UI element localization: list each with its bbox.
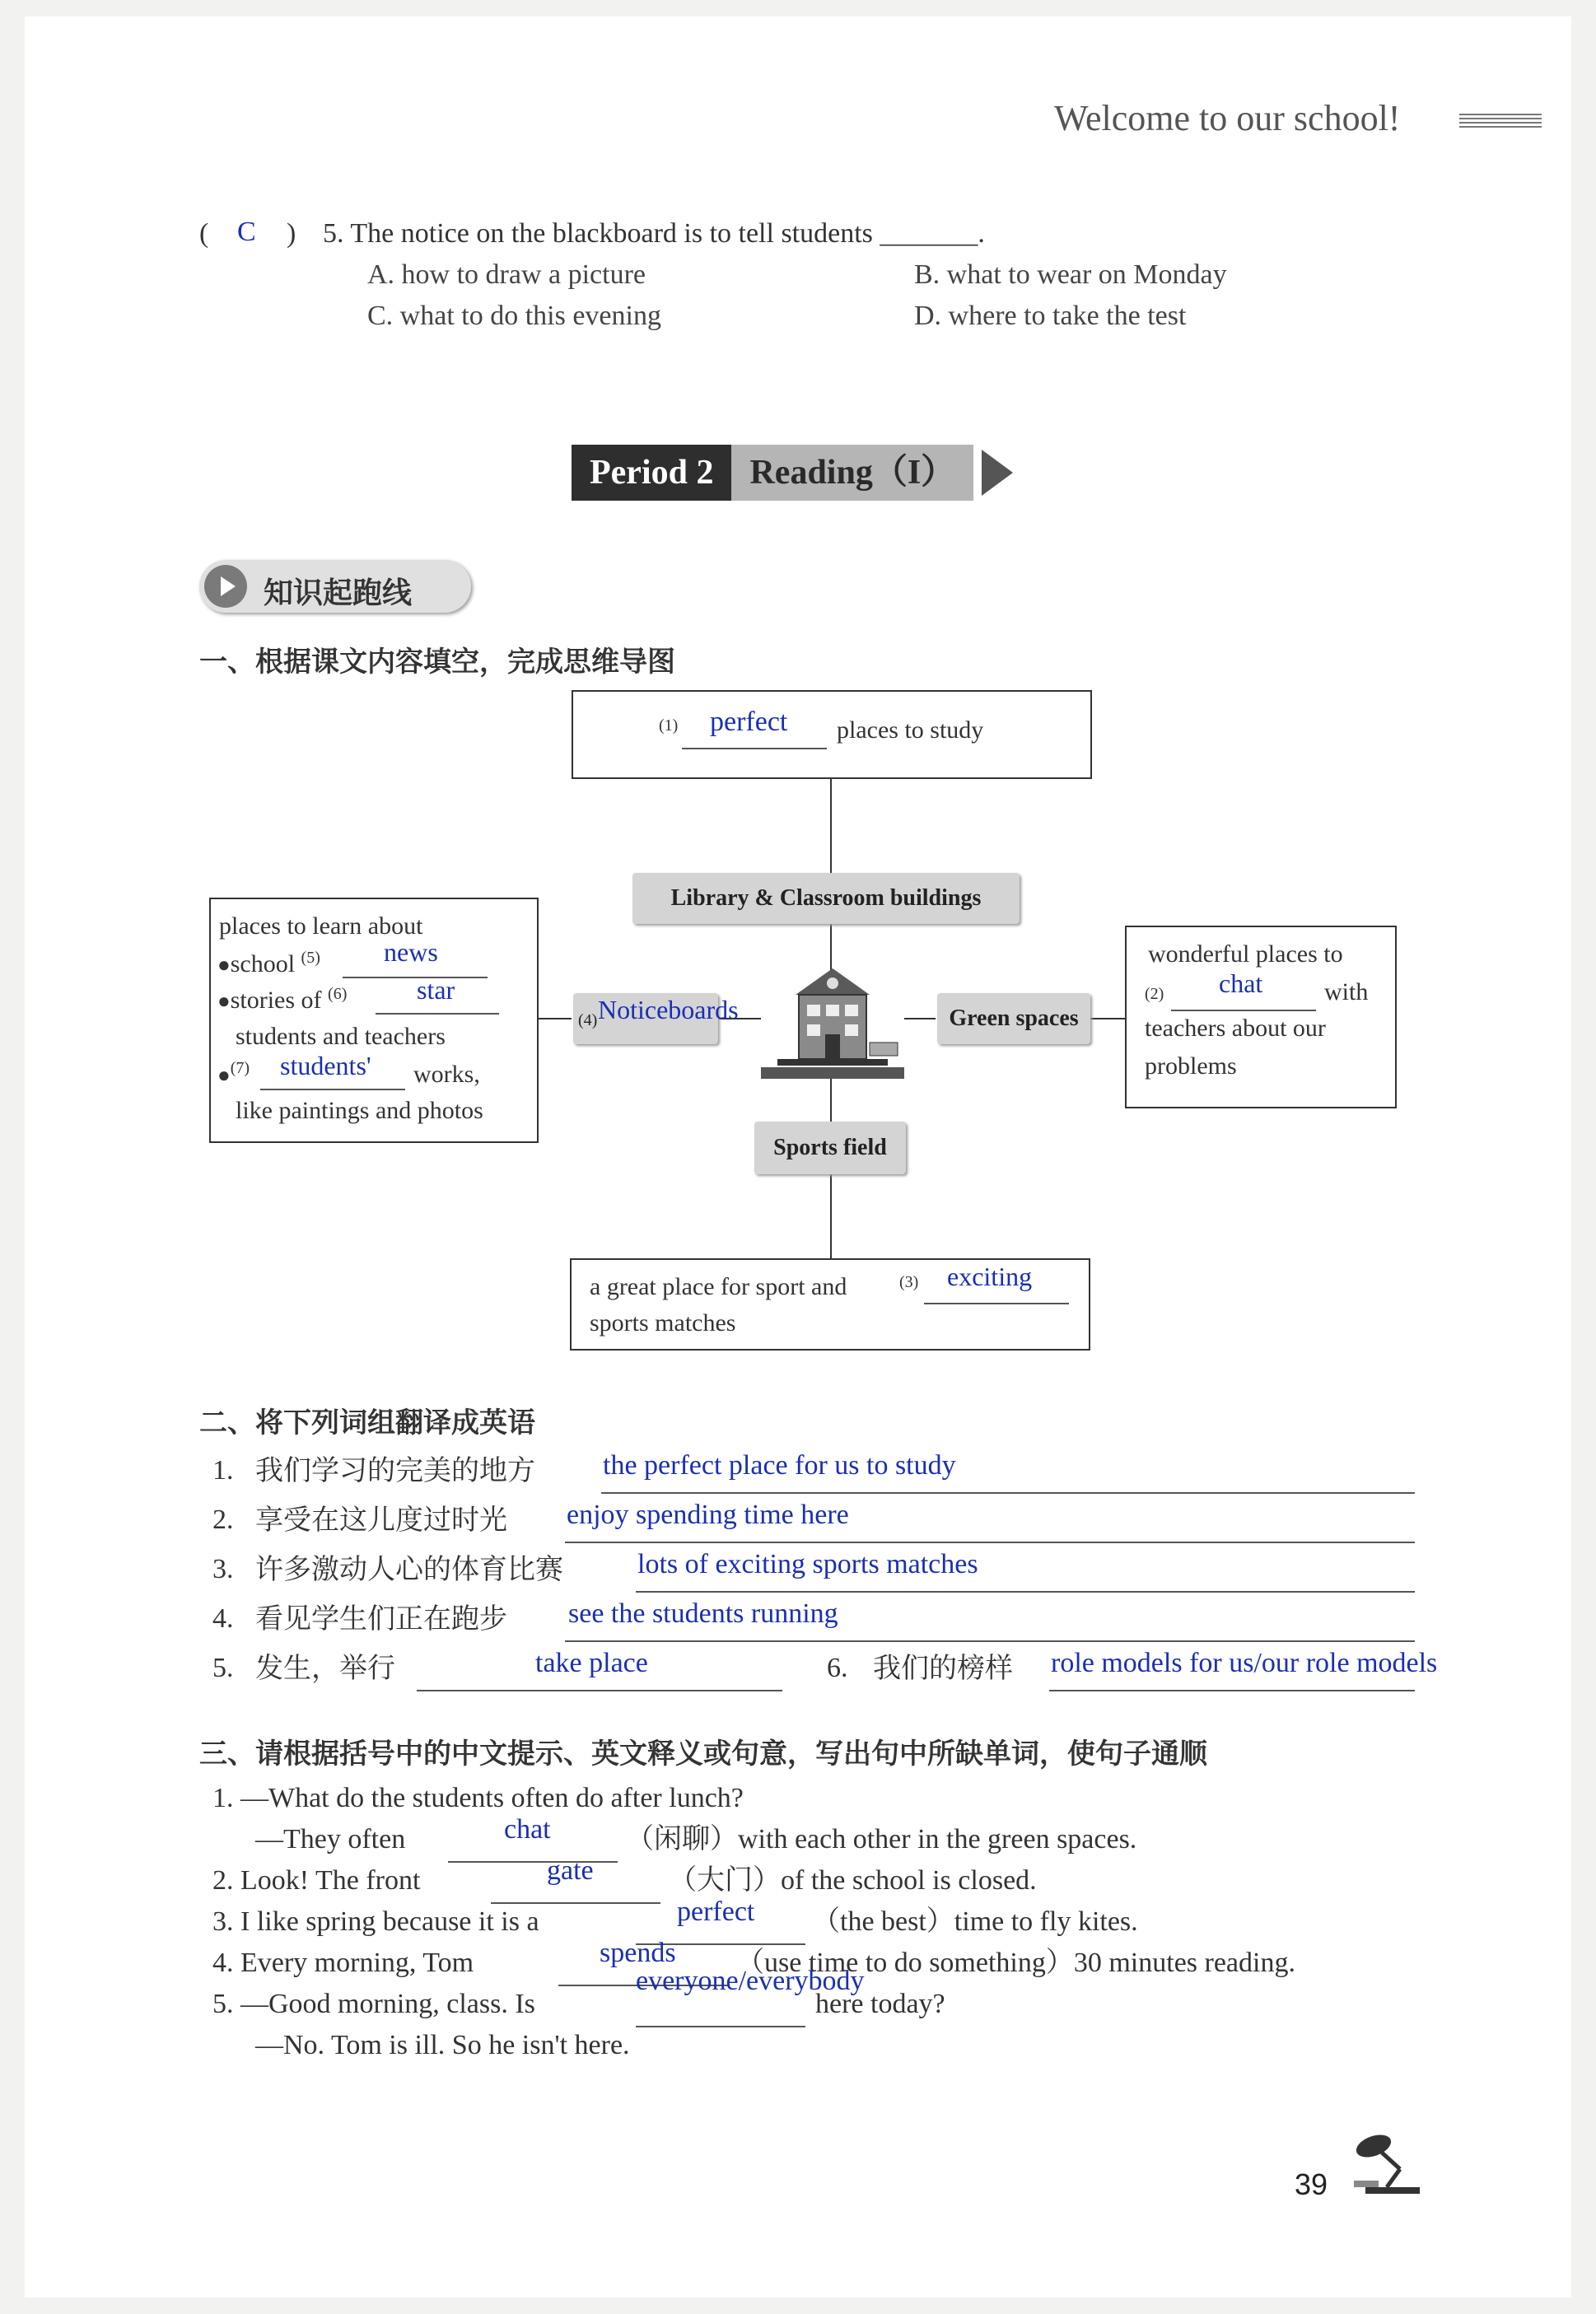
right-blank (1171, 1010, 1316, 1011)
p2-num-5: 5. (212, 1653, 234, 1683)
p2-blank-4 (565, 1640, 1415, 1642)
p2-ans-5: take place (535, 1648, 648, 1678)
p2-cn-1: 我们学习的完美的地方 (255, 1454, 535, 1487)
left-line1: places to learn about (219, 912, 423, 940)
p3-q1b-answer: chat (504, 1814, 551, 1845)
p3-q2-answer: gate (547, 1855, 594, 1886)
p2-ans-1: the perfect place for us to study (603, 1450, 956, 1481)
reading-label: Reading（I） (731, 445, 973, 501)
section-tag (199, 560, 471, 613)
left-blank-5 (343, 977, 488, 978)
p3-q5-answer: everyone/everybody (636, 1966, 865, 1996)
p2-num-2: 2. (212, 1505, 234, 1535)
top-answer: perfect (710, 707, 788, 737)
top-text: places to study (837, 716, 984, 744)
p2-blank-5 (417, 1690, 782, 1691)
bottom-answer: exciting (947, 1262, 1033, 1291)
left-stories-row (217, 985, 347, 1015)
p3-q4-post: （use time to do something）30 minutes reading. (736, 1948, 1295, 1978)
p2-blank-6 (1049, 1690, 1415, 1691)
left-school-row (217, 949, 320, 978)
bullet-icon (217, 987, 231, 1014)
bottom-blank (924, 1303, 1069, 1304)
noticeboards-label (573, 993, 739, 1044)
right-line3: teachers about our (1145, 1015, 1326, 1042)
left-n6: (6) (328, 985, 348, 1003)
notice-answer: Noticeboards (598, 995, 739, 1024)
p2-cn-5: 发生，举行 (255, 1652, 395, 1685)
q5-option-c: C. what to do this evening (367, 301, 661, 331)
p2-ans-3: lots of exciting sports matches (637, 1549, 978, 1579)
p3-q4-pre: 4. Every morning, Tom (212, 1948, 474, 1978)
mindmap-right-box (1125, 926, 1397, 1108)
p2-num-3: 3. (212, 1554, 234, 1584)
page-number: 39 (1295, 2167, 1328, 2201)
p2-num-1: 1. (212, 1455, 234, 1486)
period-label: Period 2 (572, 445, 731, 501)
bottom-num: (3) (899, 1273, 919, 1291)
p3-q1b-post: （闲聊）with each other in the green spaces. (626, 1824, 1137, 1854)
right-with: with (1324, 978, 1369, 1005)
p2-ans-2: enjoy spending time here (567, 1500, 849, 1530)
p3-q5-pre: 5. —Good morning, class. Is (212, 1989, 535, 2019)
left-blank-7 (260, 1089, 405, 1090)
left-n7: (7) (230, 1059, 250, 1077)
q5-answer: C (237, 217, 256, 247)
p3-q2-pre: 2. Look! The front (212, 1865, 421, 1896)
left-answer-7: students' (280, 1051, 371, 1080)
p2-num-6: 6. (827, 1653, 848, 1683)
p3-q3-answer: perfect (677, 1896, 755, 1927)
mindmap-top-box (572, 690, 1092, 779)
p2-cn-2: 享受在这儿度过时光 (255, 1504, 507, 1537)
mindmap-bottom-box (570, 1258, 1090, 1351)
part1-title: 一、根据课文内容填空，完成思维导图 (199, 646, 675, 679)
p2-cn-3: 许多激动人心的体育比赛 (255, 1553, 563, 1586)
connector-right (904, 1018, 936, 1019)
right-num: (2) (1145, 985, 1164, 1003)
p3-q3-post: （the best）time to fly kites. (812, 1906, 1138, 1937)
mindmap-left-box (209, 898, 539, 1143)
section-tag-label: 知识起跑线 (264, 576, 413, 610)
bullet-icon (217, 950, 231, 977)
p2-blank-3 (636, 1591, 1415, 1593)
p2-cn-6: 我们的榜样 (873, 1652, 1013, 1685)
connector-bottom (830, 1079, 832, 1273)
header-title: Welcome to our school! (1054, 98, 1401, 138)
p2-cn-4: 看见学生们正在跑步 (255, 1603, 507, 1635)
banner-arrow-icon (982, 450, 1013, 496)
q5-paren-open: ( (199, 218, 209, 249)
left-n7-row (217, 1059, 250, 1089)
p3-q3-pre: 3. I like spring because it is a (212, 1906, 539, 1937)
notice-num: (4) (578, 1011, 598, 1029)
left-school: school (230, 950, 296, 977)
left-works: works, (413, 1061, 480, 1088)
p3-q2-post: （大门）of the school is closed. (669, 1865, 1037, 1896)
q5-option-d: D. where to take the test (914, 301, 1187, 331)
page (25, 16, 1571, 2298)
school-building-icon (761, 963, 904, 1087)
green-spaces-label: Green spaces (937, 993, 1090, 1044)
p3-q1b-pre: —They often (255, 1824, 406, 1854)
bottom-pre: a great place for sport and (590, 1273, 847, 1300)
part3-title: 三、请根据括号中的中文提示、英文释义或句意，写出句中所缺单词，使句子通顺 (199, 1738, 1207, 1770)
left-line6: like paintings and photos (236, 1097, 483, 1124)
q5-stem: 5. The notice on the blackboard is to tell students _______. (323, 218, 985, 249)
p3-q1a: 1. —What do the students often do after lunch? (212, 1783, 744, 1813)
p3-q5-post: here today? (815, 1989, 945, 2019)
p2-ans-6: role models for us/our role models (1051, 1648, 1438, 1678)
p2-blank-1 (601, 1492, 1415, 1494)
right-line4: problems (1145, 1052, 1237, 1080)
p2-num-4: 4. (212, 1603, 234, 1634)
desk-lamp-icon (1349, 2131, 1423, 2197)
p3-q4-answer: spends (600, 1938, 676, 1968)
play-circle-icon (204, 565, 247, 608)
connector-right2 (1090, 1018, 1125, 1019)
top-blank (682, 748, 827, 749)
p2-ans-4: see the students running (568, 1598, 838, 1629)
q5-paren-close: ) (287, 218, 296, 249)
q5-option-a: A. how to draw a picture (367, 259, 646, 290)
connector-left (537, 1018, 572, 1019)
left-blank-6 (376, 1013, 499, 1015)
bottom-post: sports matches (590, 1309, 736, 1337)
library-classroom-label: Library & Classroom buildings (632, 873, 1020, 924)
period-banner (572, 445, 1013, 501)
top-num: (1) (659, 716, 679, 735)
left-answer-5: news (384, 937, 438, 967)
left-n5: (5) (301, 949, 320, 967)
p3-q5b: —No. Tom is ill. So he isn't here. (255, 2030, 630, 2060)
left-line4: students and teachers (236, 1023, 446, 1050)
right-answer: chat (1219, 968, 1263, 998)
bullet-icon (217, 1061, 231, 1088)
p3-q5-blank (636, 2026, 805, 2027)
header-decoration (1459, 114, 1542, 128)
left-stories: stories of (230, 987, 322, 1014)
p2-blank-2 (565, 1542, 1415, 1543)
left-answer-6: star (417, 975, 455, 1005)
part2-title: 二、将下列词组翻译成英语 (199, 1407, 535, 1439)
right-line1: wonderful places to (1148, 940, 1343, 968)
q5-option-b: B. what to wear on Monday (914, 259, 1227, 290)
sports-field-label: Sports field (754, 1122, 906, 1174)
